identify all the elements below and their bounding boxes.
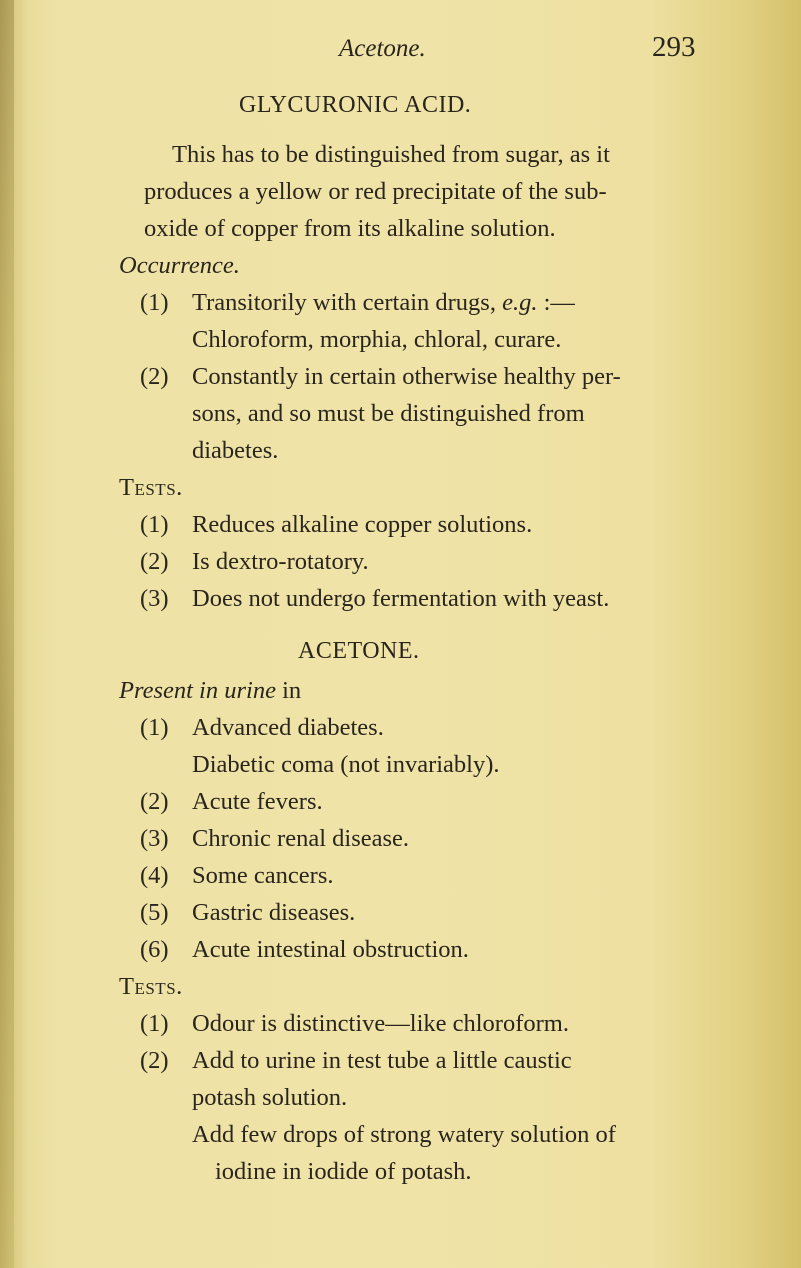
- test-item: [140, 584, 609, 614]
- test-item: [140, 510, 532, 540]
- item-number: (2): [140, 788, 169, 815]
- occurrence-item: [140, 288, 575, 318]
- item-number: (6): [140, 936, 169, 963]
- item-text: Advanced diabetes.: [192, 714, 384, 741]
- page-binding-shadow: [0, 0, 14, 1268]
- item-number: (1): [140, 714, 169, 741]
- item-text: Transitorily with certain drugs,: [192, 289, 496, 316]
- test-item-continuation: potash solution.: [192, 1084, 348, 1111]
- occurrence-label: Occurrence.: [119, 252, 240, 279]
- test-item: [140, 547, 369, 577]
- item-text: Is dextro-rotatory.: [192, 548, 369, 575]
- present-item: [140, 713, 384, 743]
- present-item: [140, 861, 334, 891]
- section-heading-acetone: ACETONE.: [298, 638, 420, 664]
- test-item-continuation: Add few drops of strong watery solution of: [192, 1121, 616, 1148]
- present-label-italic: Present in urine: [119, 677, 276, 704]
- item-number: (2): [140, 363, 169, 390]
- present-label: [119, 676, 301, 706]
- intro-line-2: produces a yellow or red precipitate of the sub-: [144, 178, 607, 205]
- occurrence-item-continuation: diabetes.: [192, 437, 279, 464]
- item-text: Acute intestinal obstruction.: [192, 936, 469, 963]
- tests-label: Tests.: [119, 973, 183, 1000]
- occurrence-item: [140, 362, 621, 392]
- item-text: Odour is distinctive—like chloroform.: [192, 1010, 569, 1037]
- item-number: (3): [140, 585, 169, 612]
- present-item: [140, 898, 355, 928]
- present-label-tail: in: [282, 677, 302, 704]
- eg-abbrev: e.g.: [502, 289, 538, 316]
- test-item: [140, 1009, 569, 1039]
- tests-label: Tests.: [119, 474, 183, 501]
- item-text: Gastric diseases.: [192, 899, 356, 926]
- item-number: (4): [140, 862, 169, 889]
- present-item: [140, 787, 323, 817]
- item-number: (5): [140, 899, 169, 926]
- section-heading-glycuronic: GLYCURONIC ACID.: [239, 92, 472, 118]
- item-text: Add to urine in test tube a little caustic: [192, 1047, 572, 1074]
- item-number: (1): [140, 289, 169, 316]
- present-item: [140, 824, 409, 854]
- running-title: Acetone.: [339, 35, 426, 62]
- test-item: [140, 1046, 572, 1076]
- item-text: Chronic renal disease.: [192, 825, 410, 852]
- item-number: (3): [140, 825, 169, 852]
- present-item: [140, 935, 469, 965]
- item-text: Does not undergo fermentation with yeast.: [192, 585, 610, 612]
- item-number: (2): [140, 548, 169, 575]
- present-item-continuation: Diabetic coma (not invariably).: [192, 751, 500, 778]
- occurrence-item-continuation: sons, and so must be distinguished from: [192, 400, 585, 427]
- item-number: (1): [140, 1010, 169, 1037]
- test-item-continuation: iodine in iodide of potash.: [215, 1158, 472, 1185]
- item-text: Reduces alkaline copper solutions.: [192, 511, 533, 538]
- page-number: 293: [652, 31, 696, 63]
- item-number: (1): [140, 511, 169, 538]
- item-tail: :—: [543, 289, 575, 316]
- item-number: (2): [140, 1047, 169, 1074]
- intro-line-1: This has to be distinguished from sugar, as it: [172, 141, 610, 168]
- item-text: Constantly in certain otherwise healthy per-: [192, 363, 621, 390]
- item-text: Some cancers.: [192, 862, 334, 889]
- item-text: Acute fevers.: [192, 788, 323, 815]
- occurrence-item-continuation: Chloroform, morphia, chloral, curare.: [192, 326, 562, 353]
- intro-line-3: oxide of copper from its alkaline solution.: [144, 215, 556, 242]
